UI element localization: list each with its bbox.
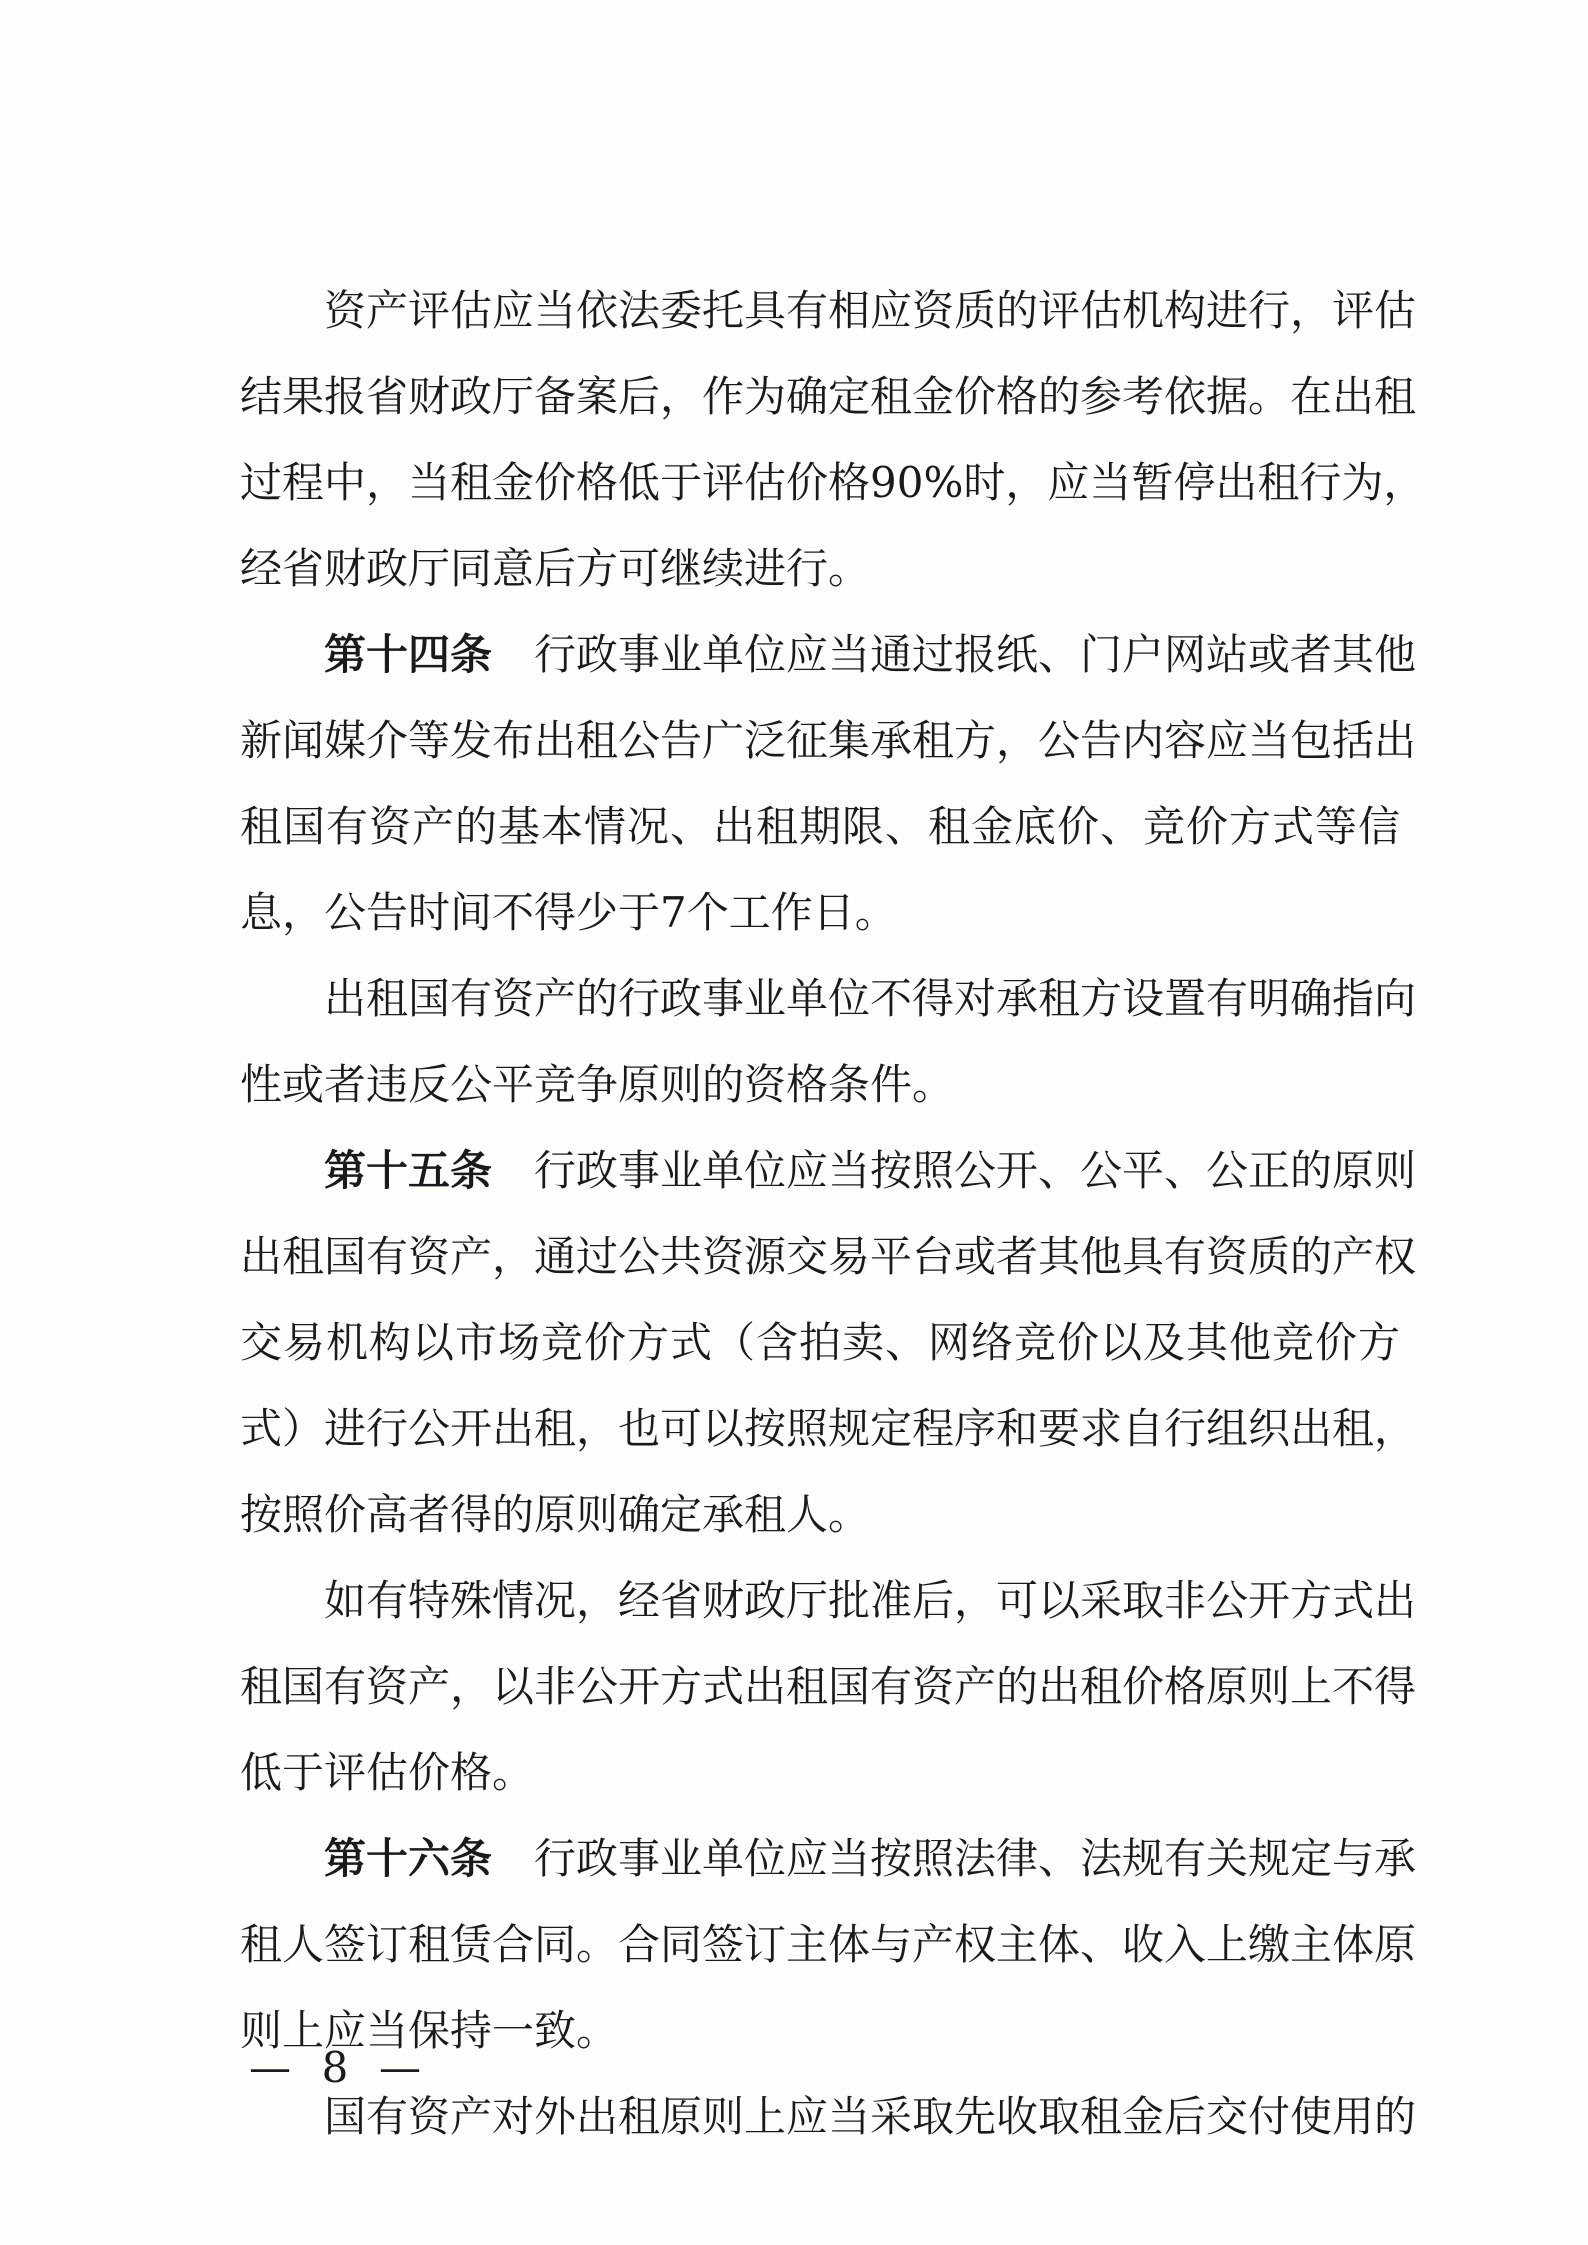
paragraph	[240, 1558, 1417, 1816]
text-line: 经省财政厅同意后方可继续进行。	[240, 544, 871, 593]
text-line: 如有特殊情况，经省财政厅批准后，可以采取非公开方式出	[324, 1576, 1417, 1625]
page-number-footer	[240, 2038, 430, 2098]
article-text: 行政事业单位应当按照公开、公平、公正的原则	[534, 1146, 1417, 1195]
page-number: 8	[321, 2043, 349, 2092]
article-text: 行政事业单位应当通过报纸、门户网站或者其他	[534, 630, 1417, 679]
text-line: 资产评估应当依法委托具有相应资质的评估机构进行，评估	[324, 286, 1417, 335]
paragraph	[240, 956, 1417, 1128]
text-line: 出租国有资产的行政事业单位不得对承租方设置有明确指向	[324, 974, 1417, 1023]
article-heading: 第十五条	[324, 1146, 493, 1195]
text-line: 新闻媒介等发布出租公告广泛征集承租方，公告内容应当包括出	[240, 716, 1417, 765]
text-line: 租国有资产，以非公开方式出租国有资产的出租价格原则上不得	[240, 1662, 1417, 1711]
page-number-dash-right: —	[379, 2043, 421, 2092]
article-paragraph	[240, 612, 1417, 956]
article-paragraph	[240, 1128, 1417, 1558]
article-heading: 第十四条	[324, 630, 493, 679]
text-line	[240, 612, 1417, 698]
text-line	[240, 1128, 1417, 1214]
text-line: 则上应当保持一致。	[240, 2006, 619, 2055]
text-line: 低于评估价格。	[240, 1748, 535, 1797]
text-line: 过程中，当租金价格低于评估价格90%时，应当暂停出租行为，	[240, 458, 1426, 507]
page-number-dash-left: —	[249, 2043, 291, 2092]
document-body	[240, 268, 1426, 2160]
article-paragraph	[240, 1816, 1417, 2074]
article-text: 行政事业单位应当按照法律、法规有关规定与承	[534, 1834, 1417, 1883]
text-line	[240, 1816, 1417, 1902]
text-line: 出租国有资产，通过公共资源交易平台或者其他具有资质的产权	[240, 1232, 1417, 1281]
text-line: 式）进行公开出租，也可以按照规定程序和要求自行组织出租，	[240, 1404, 1417, 1453]
text-line: 结果报省财政厅备案后，作为确定租金价格的参考依据。在出租	[240, 372, 1417, 421]
article-heading: 第十六条	[324, 1834, 493, 1883]
text-line: 国有资产对外出租原则上应当采取先收取租金后交付使用的	[324, 2092, 1417, 2141]
text-line: 租国有资产的基本情况、出租期限、租金底价、竞价方式等信	[240, 802, 1400, 851]
paragraph	[240, 268, 1426, 612]
text-line: 按照价高者得的原则确定承租人。	[240, 1490, 871, 1539]
text-line: 租人签订租赁合同。合同签订主体与产权主体、收入上缴主体原	[240, 1920, 1417, 1969]
text-line: 性或者违反公平竞争原则的资格条件。	[240, 1060, 955, 1109]
text-line: 息，公告时间不得少于7个工作日。	[240, 888, 897, 937]
text-line: 交易机构以市场竞价方式（含拍卖、网络竞价以及其他竞价方	[240, 1318, 1400, 1367]
